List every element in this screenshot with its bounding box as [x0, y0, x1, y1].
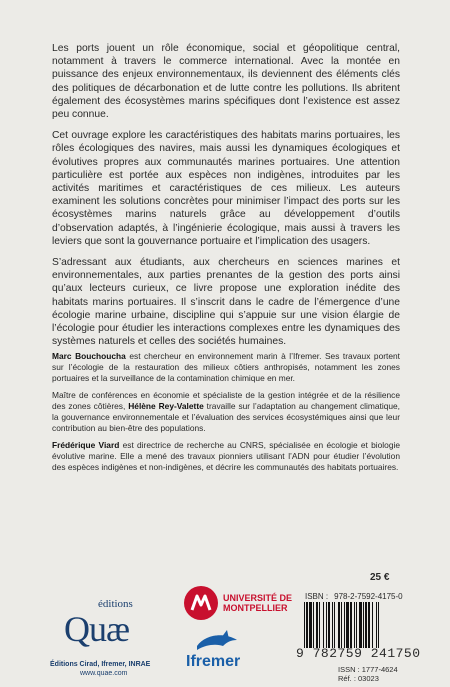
issn: ISSN : 1777-4624: [338, 665, 398, 674]
bio-2: Maître de conférences en économie et spécialiste de la gestion intégrée et de la résilience des zones côtières, Hélène Rey-Valette travaille sur l’adaptation au changement climatique, la gouvernance environnementale et l’évaluation des services écosystémiques ainsi que leur contribution au bien-être des populations.: [52, 390, 400, 433]
barcode-icon: [302, 602, 420, 648]
author-name-3: Frédérique Viard: [52, 440, 120, 450]
blurb-paragraph-2: Cet ouvrage explore les caractéristiques des habitats marins portuaires, les rôles écologiques des navires, mais aussi les dynamiques écologiques et évolutives propres aux communautés marines portuaires. Une attention particulière est portée aux espèces non indigènes, introduites par les activités maritimes et caractéristiques de ces milieux. Les auteurs examinent les solutions concrètes pour minimiser l’impact des ports sur les écosystèmes marins naturels grâce au développement d’outils d’observation adaptés, à l’ingénierie écologique, mais aussi à travers les leviers que sont la gouvernance portuaire et l’implication des usagers.: [52, 130, 400, 247]
blurb-paragraph-1: Les ports jouent un rôle économique, social et géopolitique central, notamment à travers le commerce international. Avec la montée en puissance des enjeux environnementaux, ils deviennent des éléments clés des politiques de décarbonation et de lutte contre les pollutions. Ils abritent également des écosystèmes marins spécifiques dont l’existence est assez peu connue.: [52, 43, 400, 121]
ifremer-wordmark: Ifremer: [186, 653, 241, 670]
bio-1: Marc Bouchoucha est chercheur en environnement marin à l’Ifremer. Ses travaux portent sur l’écologie de la restauration des milieux côtiers anthropisés, notamment les zones portuaires et la surveillance de la contamination chimique en mer.: [52, 351, 400, 383]
publisher-imprint: Éditions Cirad, Ifremer, INRAE: [50, 661, 151, 668]
isbn: ISBN : 978-2-7592-4175-0: [305, 592, 403, 601]
barcode-digits: 9 782759 241750: [296, 646, 421, 661]
author-name-2: Hélène Rey-Valette: [128, 401, 204, 411]
author-name-1: Marc Bouchoucha: [52, 351, 126, 361]
quae-editions-label: éditions: [98, 598, 133, 610]
blurb: [52, 42, 400, 356]
price: 25 €: [370, 572, 390, 583]
bio-3: Frédérique Viard est directrice de recherche au CNRS, spécialisée en écologie et biologie évolutive marine. Elle a mené des travaux pionniers utilisant l’ADN pour étudier l’évolution des espèces indigènes et non-indigènes, et décrire les communautés des habitats portuaires.: [52, 440, 401, 472]
author-bios: [52, 351, 400, 479]
reference: Réf. : 03023: [338, 674, 379, 683]
issn-ref: [338, 665, 398, 683]
blurb-paragraph-3: S’adressant aux étudiants, aux chercheurs en sciences marines et environnementales, aux parties prenantes de la gestion des ports ainsi qu’aux lecteurs curieux, ce livre propose une exploration inédite des habitats marins portuaires. Il s’inscrit dans le cadre de l’émergence d’une écologie marine urbaine, discipline qui s’appuie sur une vision élargie de l’écologie pour étudier les interactions complexes entre les dynamiques des systèmes naturels et celles des sociétés humaines.: [52, 257, 400, 348]
quae-wordmark: Quæ: [64, 609, 130, 649]
university-label: UNIVERSITÉ DE MONTPELLIER: [223, 593, 293, 613]
quae-logo: [64, 598, 154, 654]
publisher-url: www.quae.com: [80, 670, 128, 677]
university-montpellier-icon: [183, 585, 219, 621]
